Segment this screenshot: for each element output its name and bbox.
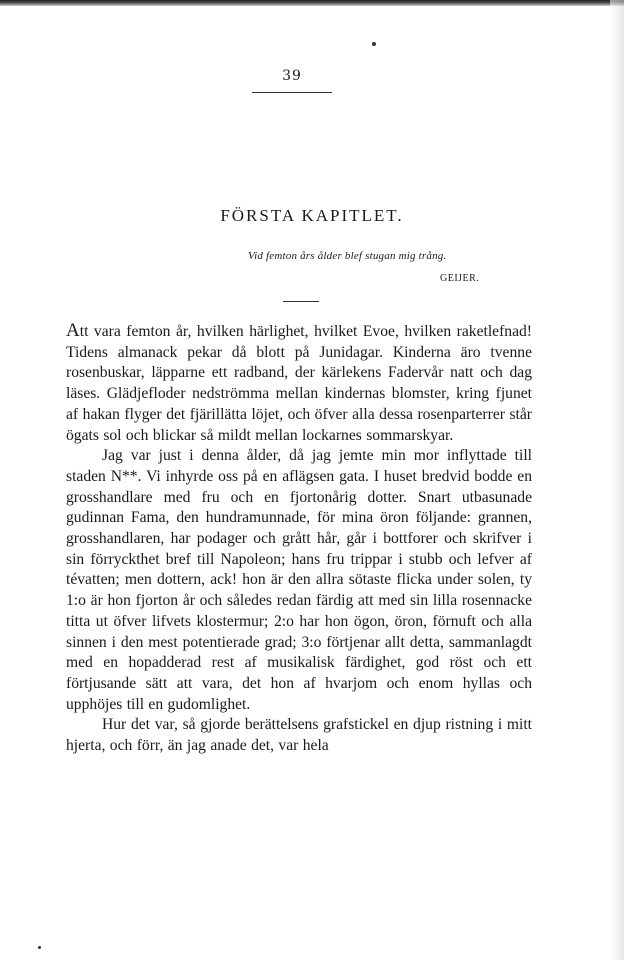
section-rule [283, 301, 319, 302]
paragraph-2: Jag var just i denna ålder, då jag jemte min mor inflyttade till staden N**. Vi inhyrde oss på en aflägsen gata. I huset bredvid bodde en grosshandlare med fru och en fjortonårig dotter. Snart utbasunade gudinnan Fama, den hundramunnade, för mina öron följande: grannen, grosshandlaren, har podager och grått hår, går i bottforer och skrifver i sin förryckthet bref till Napoleon; hans fru trippar i stubb och lefver af tévatten; men dottern, ack! hon är den allra sötaste flicka under solen, ty 1:o är hon fjorton år och således redan färdig att med sin lilla rosennacke titta ut öfver lifvets klostermur; 2:o har hon ögon, öron, förnuft och alla sinnen i den mest potentierade grad; 3:o förtjenar allt detta, sammanlagdt med en hopadderad rest af musikalisk färdighet, god röst och ett förtjusande sätt att vara, det hon af hvarjom och enom hyllas och upphöjes till en gudomlighet. [66, 447, 532, 713]
dropcap-letter: A [66, 320, 80, 341]
paragraph-3: Hur det var, så gjorde berättelsens grafstickel en djup ristning i mitt hjerta, och förr, än jag anade det, var hela [66, 716, 532, 755]
page-number-rule [252, 92, 332, 93]
page-top-edge [0, 0, 624, 6]
epigraph-author: GEIJER. [440, 273, 480, 284]
page-right-edge [610, 0, 624, 960]
chapter-title: FÖRSTA KAPITLET. [220, 206, 404, 225]
ink-speck [38, 946, 41, 949]
epigraph-text: Vid femton års ålder blef stugan mig trång. [248, 250, 447, 262]
page-number: 39 [282, 68, 302, 84]
paragraph-1 [66, 321, 532, 446]
ink-speck [372, 42, 376, 46]
body-text [66, 321, 532, 757]
paragraph-1-text: tt vara femton år, hvilken härlighet, hvilket Evoe, hvilken raketlefnad! Tidens almanack pekar då blott på Junidagar. Kinderna äro tvenne rosenbuskar, läpparne ett radband, der kärlekens Fadervår natt och dag läses. Glädjefloder nedströmma mellan kindernas blomster, kring fjunet af hakan flyger det fjärillätta löjet, och öfver alla dessa rosenparterrer står ögats sol och blickar så mildt mellan lockarnes sommarskyar. [66, 323, 532, 444]
